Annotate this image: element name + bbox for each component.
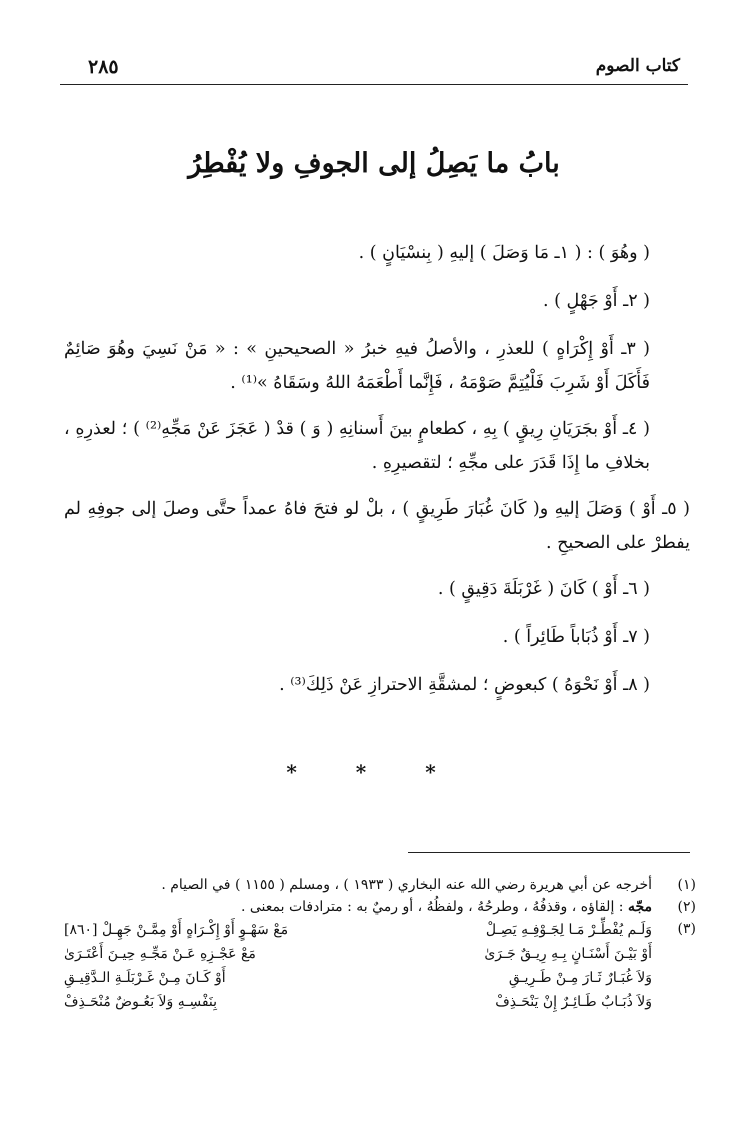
chapter-title: بابُ ما يَصِلُ إلى الجوفِ ولا يُفْطِرُ [188, 148, 560, 179]
paragraph-8: ( ٨ـ أَوْ نَحْوَهُ ) كبعوضٍ ؛ لمشقَّةِ الاحترازِ عَنْ ذَلِكَ⁽³⁾ . [279, 675, 650, 695]
verse-second-hemistich: أَوْ كَـانَ مِـنْ غَـرْبَلَـةِ الـدَّقِيـقِ [64, 970, 226, 986]
poem-verse [64, 918, 652, 942]
footnote-term: مجّه [627, 899, 652, 915]
verse-first-hemistich: وَلاَ ذُبَـابٌ طَـائِـرٌ إِنْ يَنْحَـذِفْ [495, 994, 652, 1010]
poem-verse [64, 942, 652, 966]
footnote-text: أخرجه عن أبي هريرة رضي الله عنه البخاري ( ١٩٣٣ ) ، ومسلم ( ١١٥٥ ) في الصيام . [161, 877, 652, 893]
paragraph-4: ( ٤ـ أَوْ بجَرَيَانِ رِيقٍ ) بِهِ ، كطعامٍ بينَ أَسنانِهِ ( وَ ) قدْ ( عَجَزَ عَنْ مَجِّهِ⁽²⁾ ) ؛ لعذرِهِ ، بخلافِ ما إِذَا قَدَرَ على مجِّهِ ؛ لتقصيرِهِ . [64, 419, 651, 473]
poem-verse [64, 966, 652, 990]
verse-first-hemistich: وَلاَ غُبَـارٌ ثَـارَ مِـنْ طَـرِيـقِ [508, 970, 652, 986]
paragraph-5: ( ٥ـ أَوْ ) وَصَلَ إليهِ و( كَانَ غُبَارَ طَرِيقٍ ) ، بلْ لو فتحَ فاهُ عمداً حتَّى وصلَ إلى جوفِهِ لم يفطرْ على الصحيحِ . [64, 499, 690, 553]
footnote-definition: : إلقاؤه ، وقذفُهُ ، وطرحُهُ ، ولفظُهُ ، أو رميٌ به : مترادفات بمعنى . [240, 899, 624, 915]
verse-second-hemistich: بِنَفْسِـهِ وَلاَ بَعُـوضٌ مُنْحَـذِفْ [64, 994, 218, 1010]
footnote-2 [64, 896, 696, 918]
paragraph-1: ( وهُوَ ) : ( ١ـ مَا وَصَلَ ) إليهِ ( بِنسْيَانٍ ) . [358, 243, 650, 263]
paragraph-2: ( ٢ـ أَوْ جَهْلٍ ) . [542, 291, 650, 311]
verse-second-hemistich: مَعْ عَجْـزِهِ عَـنْ مَجِّـهِ حِيـنَ أَعْتَـرَىٰ [64, 946, 256, 962]
section-separator: * * * [286, 760, 462, 784]
page-number: ٢٨٥ [88, 56, 119, 78]
footnotes [64, 874, 696, 1014]
footnote-divider [408, 852, 690, 853]
footnote-number: (١) [677, 877, 696, 893]
paragraph-6: ( ٦ـ أَوْ ) كَانَ ( غَرْبَلَةَ دَقِيقٍ ) . [437, 579, 650, 599]
verse-second-hemistich: مَعْ سَهْـوٍ أَوْ إِكْـرَاهٍ أَوْ مِمَّـنْ جَهِـلْ [٨٦٠] [64, 922, 289, 938]
footnote-number: (٢) [677, 899, 696, 915]
verse-first-hemistich: أَوْ بَيْـنَ أَسْنَـانٍ بِـهِ رِيـقٌ جَـرَىٰ [484, 946, 652, 962]
verse-first-hemistich: وَلَـم يُفْطِّـرْ مَـا لِجَـوْفِـهِ يَصِـلْ [485, 922, 652, 938]
book-title: كتاب الصوم [595, 56, 680, 76]
main-text [64, 236, 690, 716]
footnote-text [64, 896, 652, 918]
paragraph-7: ( ٧ـ أَوْ ذُبَاباً طَائِراً ) . [502, 627, 650, 647]
poem-verse [64, 990, 652, 1014]
paragraph-3: ( ٣ـ أَوْ إِكْرَاهٍ ) للعذرِ ، والأصلُ فيهِ خبرُ « الصحيحينِ » : « مَنْ نَسِيَ وهُوَ صَائِمٌ فَأَكَلَ أَوْ شَرِبَ فَلْيُتِمَّ صَوْمَهُ ، فَإِنَّما أَطْعَمَهُ اللهُ وسَقَاهُ »⁽¹⁾ . [64, 339, 651, 393]
footnote-number: (٣) [677, 921, 696, 937]
footnote-3 [64, 918, 696, 1014]
footnote-1 [64, 874, 696, 896]
footnote-poem [64, 918, 652, 1014]
running-header [60, 56, 688, 85]
